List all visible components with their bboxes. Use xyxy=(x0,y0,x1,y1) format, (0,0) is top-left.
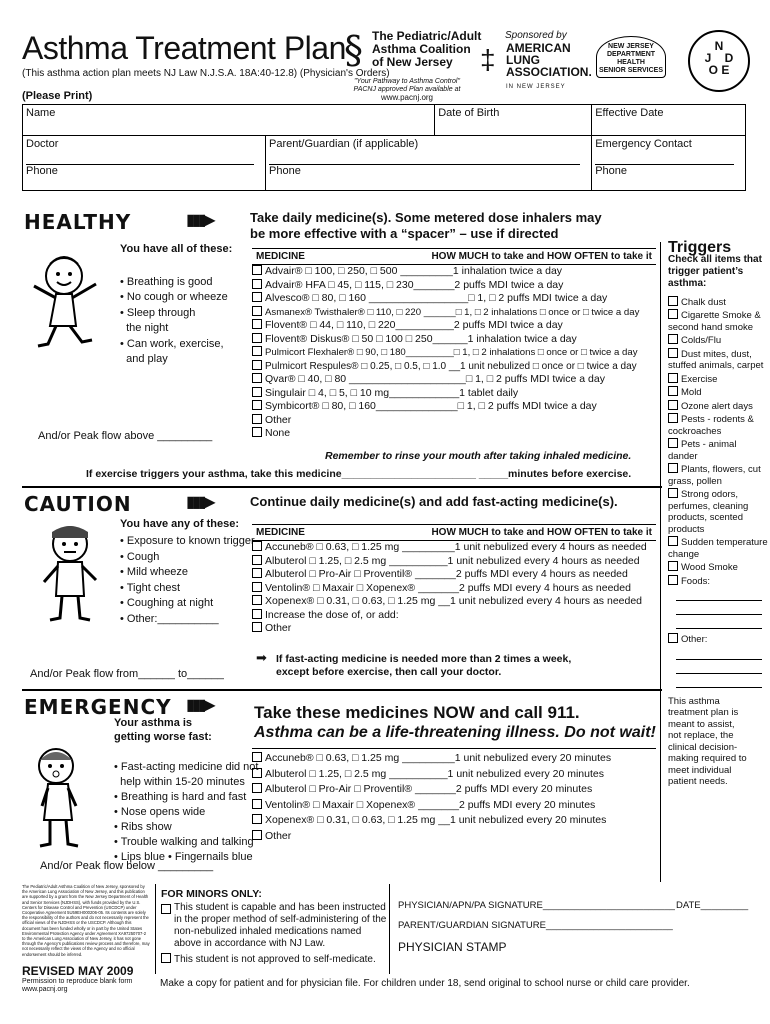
emergency-symptoms: • Fast-acting medicine did not help within 15-20 minutes • Breathing is hard and fast • Nose opens wide • Ribs show • Trouble walking and talking • Lips blue • Fingernails blue xyxy=(114,761,259,863)
caution-child-icon xyxy=(22,520,122,625)
healthy-instructions: Take daily medicine(s). Some metered dose inhalers may be more effective with a “spacer” – use if directed xyxy=(250,210,602,241)
page-subtitle: (This asthma action plan meets NJ Law N.J.S.A. 18A:40-12.8) (Physician's Orders) xyxy=(22,68,390,79)
med-row[interactable]: Xopenex® □ 0.31, □ 0.63, □ 1.25 mg __1 unit nebulized every 20 minutes xyxy=(252,813,656,829)
caution-medicine-list: MEDICINE HOW MUCH to take and HOW OFTEN to take it Accuneb® □ 0.63, □ 1.25 mg _________1 unit nebulized every 4 hours as needed Albuterol □ 1.25, □ 2.5 mg __________1 unit nebulized every 4 hours as needed Albuterol □ Pro-Air □ Proventil® _______2 puffs MDI every 4 hours as needed Ventolin® □ Maxair □ Xopenex® _______2 puffs MDI every 4 hours as needed Xopenex® □ 0.31, □ 0.63, □ 1.25 mg __1 unit nebulized every 4 hours as needed Increase the dose of, or add: Other xyxy=(252,524,656,636)
trigger-item[interactable]: Pests - rodents & cockroaches xyxy=(668,414,754,437)
med-row[interactable]: Albuterol □ 1.25, □ 2.5 mg __________1 unit nebulized every 20 minutes xyxy=(252,767,656,783)
med-row[interactable]: Ventolin® □ Maxair □ Xopenex® _______2 puffs MDI every 20 minutes xyxy=(252,798,656,814)
not-approved-checkbox[interactable]: This student is not approved to self-medicate. xyxy=(161,953,389,966)
emergency-arrow-icon: ▮▮▮▶ xyxy=(186,697,213,714)
med-row[interactable]: Pulmicort Flexhaler® □ 90, □ 180_________□ 1, □ 2 inhalations □ once or □ twice a day xyxy=(252,346,656,360)
parent-guardian-field[interactable]: Parent/Guardian (if applicable) Phone xyxy=(266,136,592,191)
parent-signature-line[interactable]: PARENT/GUARDIAN SIGNATURE________________________ xyxy=(398,920,673,931)
foods-line[interactable] xyxy=(676,589,762,601)
foods-line[interactable] xyxy=(676,603,762,615)
effective-date-field[interactable]: Effective Date xyxy=(592,105,746,136)
page-title: Asthma Treatment Plan xyxy=(22,30,346,66)
trigger-item[interactable]: Exercise xyxy=(668,373,768,386)
healthy-zone-title: HEALTHY xyxy=(24,210,132,234)
med-row[interactable]: Advair® HFA □ 45, □ 115, □ 230_______2 puffs MDI twice a day xyxy=(252,279,656,293)
emergency-call-911: Take these medicines NOW and call 911. xyxy=(254,703,580,722)
trigger-item[interactable]: Chalk dust xyxy=(668,296,768,309)
med-row[interactable]: Accuneb® □ 0.63, □ 1.25 mg _________1 unit nebulized every 4 hours as needed xyxy=(252,541,656,555)
coalition-logo-icon: § xyxy=(344,28,363,72)
lung-association-nj: IN NEW JERSEY xyxy=(506,84,566,90)
triggers-divider xyxy=(660,242,661,882)
med-row[interactable]: Albuterol □ Pro-Air □ Proventil® _______2 puffs MDI every 4 hours as needed xyxy=(252,568,656,582)
other-line[interactable] xyxy=(676,676,762,688)
med-row[interactable]: Flovent® Diskus® □ 50 □ 100 □ 250______1 inhalation twice a day xyxy=(252,333,656,347)
healthy-arrow-icon: ▮▮▮▶ xyxy=(186,212,213,229)
caution-peak-flow[interactable]: And/or Peak flow from______ to______ xyxy=(30,668,224,680)
med-row[interactable]: Increase the dose of, or add: xyxy=(252,609,656,623)
plan-disclaimer: This asthma treatment plan is meant to assist, not replace, the clinical decision-making required to meet individual patient needs. xyxy=(668,695,747,787)
funding-fine-print: The Pediatric/Adult Asthma Coalition of New Jersey, sponsored by the American Lung Association of New Jersey, and this publication are supported by a grant from the New Jersey Department of Health and Senior Services (NJDHSS), with funds provided by the U.S. Centers for Disease Control and Prevention (USCDCP) under Cooperative Agreement 5U59EH000206-05. Its contents are solely the responsibility of the authors and do not necessarily represent the official views of the NJDHSS or the USCDCP. Although this document has been funded wholly or in part by the United States Environmental Protection Agency under Agreement XA97250707-2 to the American Lung Association of New Jersey, it has not gone through the Agency's publications review process and therefore, may not necessarily reflect the views of the Agency and no official endorsement should be inferred. xyxy=(22,884,150,957)
trigger-item[interactable]: Pets - animal dander xyxy=(668,439,737,462)
rinse-note: Remember to rinse your mouth after taking inhaled medicine. xyxy=(325,450,632,462)
other-line[interactable] xyxy=(676,648,762,660)
med-row[interactable]: Xopenex® □ 0.31, □ 0.63, □ 1.25 mg __1 unit nebulized every 4 hours as needed xyxy=(252,595,656,609)
revised-date: REVISED MAY 2009 xyxy=(22,964,134,978)
trigger-item[interactable]: Ozone alert days xyxy=(668,400,768,413)
capable-checkbox[interactable]: This student is capable and has been instructed in the proper method of self-administering of the non-nebulized inhaled medications named above in accordance with NJ Law. xyxy=(161,902,389,950)
triggers-instructions: Check all items that trigger patient’s asthma: xyxy=(668,253,762,289)
trigger-item[interactable]: Dust mites, dust, stuffed animals, carpet xyxy=(668,348,764,371)
trigger-item[interactable]: Sudden temperature change xyxy=(668,537,768,560)
caution-divider xyxy=(22,689,662,691)
healthy-you-have: You have all of these: xyxy=(120,243,233,255)
exercise-medicine-line[interactable]: If exercise triggers your asthma, take this medicine_______________________ _____minutes before exercise. xyxy=(86,468,632,480)
med-row[interactable]: Singulair □ 4, □ 5, □ 10 mg____________1 tablet daily xyxy=(252,387,656,401)
emergency-you-have: Your asthma is getting worse fast: xyxy=(114,717,212,743)
trigger-item[interactable]: Mold xyxy=(668,386,768,399)
physician-stamp-label: PHYSICIAN STAMP xyxy=(398,940,507,954)
emergency-zone-title: EMERGENCY xyxy=(24,695,172,719)
trigger-item[interactable]: Colds/Flu xyxy=(668,334,768,347)
patient-info-table xyxy=(22,104,746,191)
caution-call-doctor-note: If fast-acting medicine is needed more than 2 times a week, except before exercise, then call your doctor. xyxy=(276,653,572,678)
nj-education-seal-icon: N J D O E xyxy=(688,30,750,92)
med-row[interactable]: Albuterol □ 1.25, □ 2.5 mg __________1 unit nebulized every 4 hours as needed xyxy=(252,555,656,569)
med-row[interactable]: Asmanex® Twisthaler® □ 110, □ 220 ______□ 1, □ 2 inhalations □ once or □ twice a day xyxy=(252,306,656,320)
med-row[interactable]: Accuneb® □ 0.63, □ 1.25 mg _________1 unit nebulized every 20 minutes xyxy=(252,751,656,767)
med-row[interactable]: Other xyxy=(252,414,656,428)
med-row[interactable]: Alvesco® □ 80, □ 160 _________________□ 1, □ 2 puffs MDI twice a day xyxy=(252,292,656,306)
med-row[interactable]: Ventolin® □ Maxair □ Xopenex® _______2 puffs MDI every 4 hours as needed xyxy=(252,582,656,596)
doctor-field[interactable]: Doctor Phone xyxy=(23,136,266,191)
emergency-warning: Asthma can be a life-threatening illness. Do not wait! xyxy=(254,724,656,741)
healthy-child-icon xyxy=(20,248,120,353)
emergency-medicine-list xyxy=(252,748,656,844)
physician-signature-line[interactable]: PHYSICIAN/APN/PA SIGNATURE_________________________ xyxy=(398,900,675,911)
med-row[interactable]: None xyxy=(252,427,656,441)
nj-health-department-logo: NEW JERSEY DEPARTMENT HEALTH SENIOR SERVICES xyxy=(596,36,666,78)
emergency-contact-field[interactable]: Emergency Contact Phone xyxy=(592,136,746,191)
healthy-medicine-list: MEDICINE HOW MUCH to take and HOW OFTEN to take it Advair® □ 100, □ 250, □ 500 _________1 inhalation twice a day Advair® HFA □ 45, □ 115, □ 230_______2 puffs MDI twice a day Alvesco® □ 80, □ 160 _________________□ 1, □ 2 puffs MDI twice a day Asmanex® Twisthaler® □ 110, □ 220 ______□ 1, □ 2 inhalations □ once or □ twice a day Flovent® □ 44, □ 110, □ 220__________2 puffs MDI twice a day Flovent® Diskus® □ 50 □ 100 □ 250______1 inhalation twice a day Pulmicort Flexhaler® □ 90, □ 180_________□ 1, □ 2 inhalations □ once or □ twice a day Pulmicort Respules® □ 0.25, □ 0.5, □ 1.0 __1 unit nebulized □ once or □ twice a day Qvar® □ 40, □ 80 ____________________□ 1, □ 2 puffs MDI twice a day Singulair □ 4, □ 5, □ 10 mg____________1 tablet daily Symbicort® □ 80, □ 160______________□ 1, □ 2 puffs MDI twice a day Other None xyxy=(252,248,656,441)
triggers-panel xyxy=(668,239,768,788)
trigger-item[interactable]: Plants, flowers, cut grass, pollen xyxy=(668,464,761,487)
trigger-item[interactable]: Other: xyxy=(668,633,768,646)
triggers-title: Triggers xyxy=(668,239,732,256)
emergency-child-icon xyxy=(16,740,116,850)
caution-instructions: Continue daily medicine(s) and add fast-acting medicine(s). xyxy=(250,494,618,509)
other-line[interactable] xyxy=(676,662,762,674)
med-row[interactable]: Symbicort® □ 80, □ 160______________□ 1, □ 2 puffs MDI twice a day xyxy=(252,400,656,414)
sponsored-by-label: Sponsored by xyxy=(505,30,567,41)
caution-zone-title: CAUTION xyxy=(24,492,132,516)
dob-field[interactable]: Date of Birth xyxy=(435,105,592,136)
emergency-peak-flow[interactable]: And/or Peak flow below _________ xyxy=(40,860,214,872)
coalition-name: The Pediatric/Adult Asthma Coalition of New Jersey xyxy=(372,29,482,69)
trigger-item[interactable]: Strong odors, perfumes, cleaning products, scented products xyxy=(668,489,749,535)
med-row[interactable]: Advair® □ 100, □ 250, □ 500 _________1 inhalation twice a day xyxy=(252,265,656,279)
trigger-item[interactable]: Foods: xyxy=(668,575,768,588)
trigger-item[interactable]: Wood Smoke xyxy=(668,561,768,574)
reproduce-permission: Permission to reproduce blank form www.pacnj.org xyxy=(22,978,133,993)
name-field[interactable]: Name xyxy=(23,105,435,136)
med-row[interactable]: Flovent® □ 44, □ 110, □ 220__________2 puffs MDI twice a day xyxy=(252,319,656,333)
med-row[interactable]: Other xyxy=(252,622,656,636)
healthy-divider xyxy=(22,486,662,488)
copy-instructions: Make a copy for patient and for physician file. For children under 18, send original to school nurse or child care provider. xyxy=(160,978,690,989)
med-row[interactable]: Other xyxy=(252,829,656,845)
foods-line[interactable] xyxy=(676,617,762,629)
caution-symptoms: • Exposure to known trigger • Cough • Mild wheeze • Tight chest • Coughing at night • Other:__________ xyxy=(120,535,255,625)
healthy-peak-flow: And/or Peak flow above _________ xyxy=(38,430,213,442)
med-row[interactable]: Qvar® □ 40, □ 80 ____________________□ 1, □ 2 puffs MDI twice a day xyxy=(252,373,656,387)
please-print-label: (Please Print) xyxy=(22,90,93,102)
date-line[interactable]: DATE_________ xyxy=(676,900,749,911)
caution-you-have: You have any of these: xyxy=(120,518,239,530)
med-row[interactable]: Albuterol □ Pro-Air □ Proventil® _______2 puffs MDI every 20 minutes xyxy=(252,782,656,798)
caution-note-arrow-icon: ➡ xyxy=(256,650,267,665)
minors-section: FOR MINORS ONLY: This student is capable and has been instructed in the proper method of self-administering of the non-nebulized inhaled medications named above in accordance with NJ Law. This student is not approved to self-medicate. xyxy=(155,884,390,974)
med-row[interactable]: Pulmicort Respules® □ 0.25, □ 0.5, □ 1.0 __1 unit nebulized □ once or □ twice a day xyxy=(252,360,656,374)
coalition-tagline: "Your Pathway to Asthma Control" PACNJ approved Plan available at www.pacnj.org xyxy=(353,78,461,102)
caution-arrow-icon: ▮▮▮▶ xyxy=(186,494,213,511)
lung-association-logo: AMERICAN LUNG ASSOCIATION. xyxy=(506,41,592,79)
lung-association-cross-icon: ‡ xyxy=(480,44,496,75)
healthy-symptoms: • Breathing is good • No cough or wheeze • Sleep through the night • Can work, exercise, and play xyxy=(120,275,228,365)
trigger-item[interactable]: Cigarette Smoke & second hand smoke xyxy=(668,310,761,333)
